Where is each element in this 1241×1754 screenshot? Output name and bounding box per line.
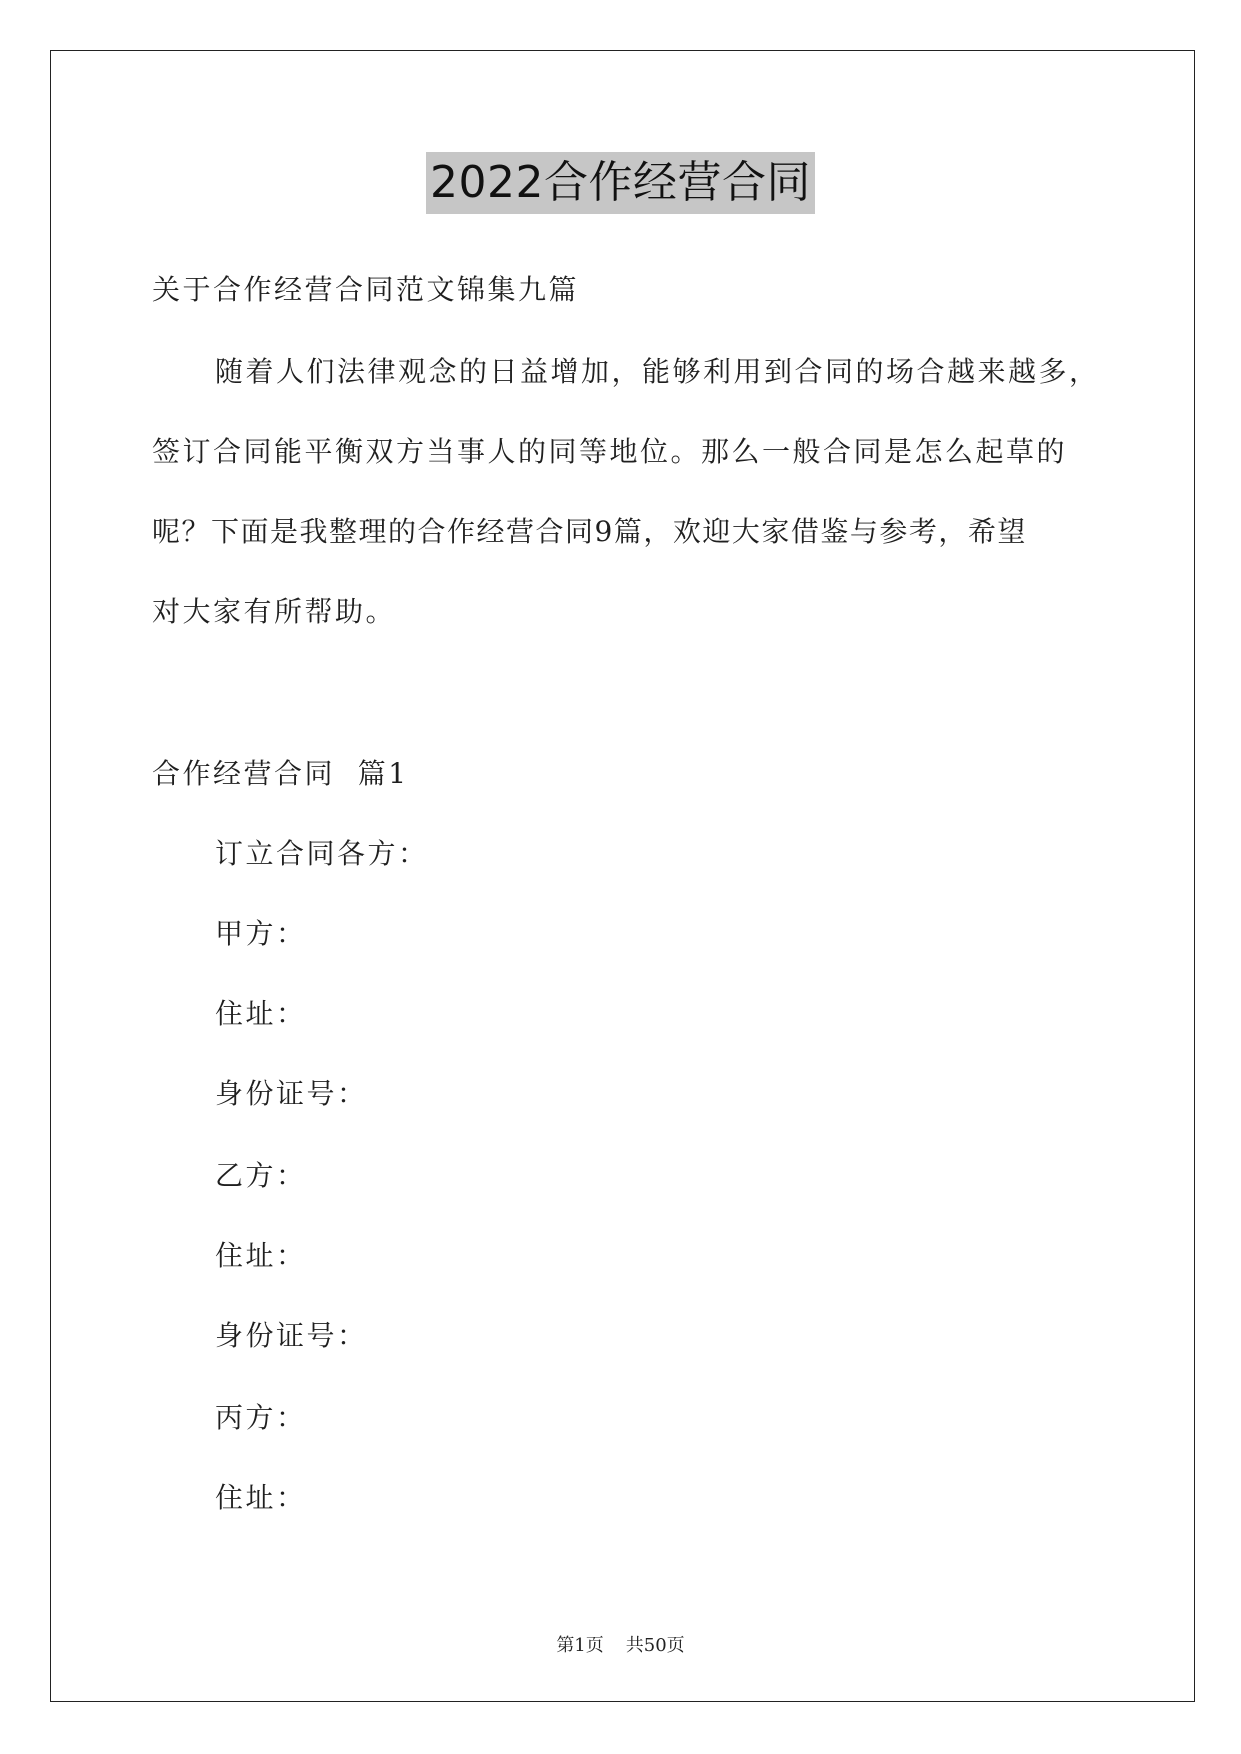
page-total: 共50页 — [625, 1635, 685, 1656]
intro-line: 签订合同能平衡双方当事人的同等地位。那么一般合同是怎么起草的 — [152, 435, 1068, 468]
section-heading: 合作经营合同 篇1 — [152, 757, 409, 790]
page-number: 第1页 — [556, 1635, 604, 1656]
field-label: 身份证号： — [215, 1319, 368, 1352]
field-label: 住址： — [215, 1481, 307, 1514]
field-label: 甲方： — [215, 917, 307, 950]
field-label: 订立合同各方： — [215, 837, 429, 870]
title-container — [0, 152, 1241, 214]
intro-line: 呢？下面是我整理的合作经营合同9篇，欢迎大家借鉴与参考，希望 — [152, 515, 1027, 548]
field-label: 丙方： — [215, 1401, 307, 1434]
page-footer — [0, 1634, 1241, 1658]
field-label: 住址： — [215, 997, 307, 1030]
field-label: 住址： — [215, 1239, 307, 1272]
intro-line: 对大家有所帮助。 — [152, 595, 397, 628]
document-title: 2022合作经营合同 — [426, 152, 815, 214]
field-label: 乙方： — [215, 1159, 307, 1192]
document-subtitle: 关于合作经营合同范文锦集九篇 — [152, 273, 580, 306]
field-label: 身份证号： — [215, 1077, 368, 1110]
intro-line: 随着人们法律观念的日益增加，能够利用到合同的场合越来越多， — [215, 355, 1100, 388]
